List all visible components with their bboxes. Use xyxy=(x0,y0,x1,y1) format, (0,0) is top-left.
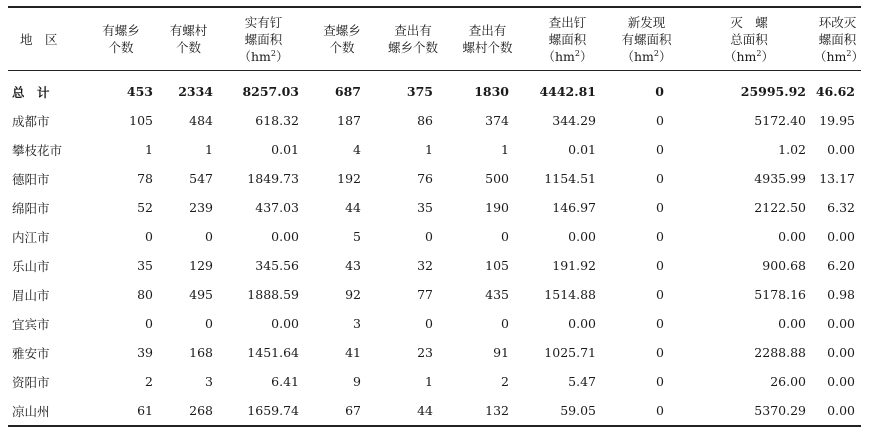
table-row xyxy=(8,251,861,280)
value-cell: 4 xyxy=(353,142,361,157)
value-cell: 1 xyxy=(425,374,433,389)
value-cell: 0.00 xyxy=(827,345,855,360)
table-row xyxy=(8,106,861,135)
value-cell: 86 xyxy=(417,113,433,128)
value-cell: 6.41 xyxy=(271,374,299,389)
value-cell: 1514.88 xyxy=(544,287,596,302)
value-cell: 374 xyxy=(485,113,509,128)
value-cell: 9 xyxy=(353,374,361,389)
value-cell: 132 xyxy=(449,396,526,426)
total-row xyxy=(8,77,861,106)
value-cell: 52 xyxy=(137,200,153,215)
column-header xyxy=(526,7,609,71)
value-cell: 3 xyxy=(205,374,213,389)
value-cell: 0 xyxy=(656,374,664,389)
region-cell: 成都市 xyxy=(12,113,50,129)
value-cell: 5172.40 xyxy=(754,113,806,128)
value-cell: 0 xyxy=(425,316,433,331)
value-cell: 453 xyxy=(126,84,153,99)
header-line: 总面积 xyxy=(730,31,768,47)
region-cell: 攀枝花市 xyxy=(12,142,63,158)
unit-label: $(hm^2)$ xyxy=(723,48,774,64)
value-cell: 0.00 xyxy=(568,229,596,244)
value-cell: 35 xyxy=(137,258,153,273)
table-row xyxy=(8,309,861,338)
value-cell: 41 xyxy=(345,345,361,360)
value-cell: 2122.50 xyxy=(754,200,806,215)
value-cell: 5178.16 xyxy=(754,287,806,302)
column-header xyxy=(307,7,377,71)
header-line: 螺面积 xyxy=(548,31,587,47)
value-cell: 0 xyxy=(501,316,509,331)
value-cell: 1 xyxy=(501,142,509,157)
value-cell: 1888.59 xyxy=(247,287,299,302)
table-row xyxy=(8,367,861,396)
region-cell: 乐山市 xyxy=(12,258,50,274)
header-row xyxy=(8,7,861,71)
value-cell: 0 xyxy=(425,229,433,244)
value-cell: 39 xyxy=(137,345,153,360)
value-cell: 0.00 xyxy=(778,316,806,331)
header-line: 地 区 xyxy=(20,31,58,47)
value-cell: 0 xyxy=(656,171,664,186)
unit-label: $(hm^2)$ xyxy=(621,48,672,64)
value-cell: 0.01 xyxy=(568,142,596,157)
value-cell: 0.00 xyxy=(271,229,299,244)
value-cell: 5 xyxy=(353,229,361,244)
value-cell: 129 xyxy=(189,258,213,273)
value-cell: 344.29 xyxy=(552,113,596,128)
region-cell: 宜宾市 xyxy=(12,316,50,332)
value-cell: 687 xyxy=(334,84,361,99)
value-cell: 0 xyxy=(656,345,664,360)
value-cell: 547 xyxy=(189,171,213,186)
column-header xyxy=(157,7,220,71)
header-line: 有螺村 xyxy=(169,23,208,38)
unit-label: $(hm^2)$ xyxy=(814,48,865,64)
value-cell: 77 xyxy=(417,287,433,302)
header-line: 查出钉 xyxy=(548,14,587,30)
value-cell: 6.20 xyxy=(827,258,855,273)
unit-label: $(hm^2)$ xyxy=(542,48,593,64)
value-cell: 44 xyxy=(377,396,449,426)
header-line: 螺村个数 xyxy=(462,40,513,55)
value-cell: 92 xyxy=(345,287,361,302)
unit-label: $(hm^2)$ xyxy=(238,48,289,64)
value-cell: 2288.88 xyxy=(754,345,806,360)
region-cell: 德阳市 xyxy=(12,171,50,187)
value-cell: 32 xyxy=(417,258,433,273)
value-cell: 105 xyxy=(485,258,509,273)
header-line: 个数 xyxy=(329,40,355,55)
value-cell: 0 xyxy=(656,287,664,302)
value-cell: 44 xyxy=(345,200,361,215)
value-cell: 0 xyxy=(609,396,684,426)
value-cell: 190 xyxy=(485,200,509,215)
value-cell: 191.92 xyxy=(552,258,596,273)
value-cell: 0 xyxy=(145,229,153,244)
header-line: 个数 xyxy=(175,40,201,55)
value-cell: 0 xyxy=(656,258,664,273)
column-header xyxy=(684,7,814,71)
value-cell: 0 xyxy=(656,200,664,215)
value-cell: 67 xyxy=(307,396,377,426)
value-cell: 1025.71 xyxy=(544,345,596,360)
value-cell: 5.47 xyxy=(568,374,596,389)
table-row xyxy=(8,193,861,222)
value-cell: 46.62 xyxy=(815,84,855,99)
value-cell: 0.00 xyxy=(778,229,806,244)
value-cell: 0.00 xyxy=(271,316,299,331)
snail-survey-table xyxy=(8,6,865,427)
value-cell: 435 xyxy=(485,287,509,302)
value-cell: 1659.74 xyxy=(220,396,307,426)
header-line: 新发现 xyxy=(627,14,666,30)
header-line: 螺面积 xyxy=(818,31,857,47)
value-cell: 1451.64 xyxy=(247,345,299,360)
value-cell: 0 xyxy=(205,316,213,331)
value-cell: 19.95 xyxy=(819,113,855,128)
region-cell: 眉山市 xyxy=(12,287,50,303)
value-cell: 91 xyxy=(493,345,509,360)
column-header xyxy=(220,7,307,71)
table-row xyxy=(8,222,861,251)
value-cell: 2334 xyxy=(178,84,213,99)
value-cell: 1154.51 xyxy=(544,171,596,186)
value-cell: 0.00 xyxy=(827,374,855,389)
column-header xyxy=(85,7,157,71)
header-line: 螺乡个数 xyxy=(387,40,438,55)
table-row xyxy=(8,280,861,309)
region-cell: 内江市 xyxy=(12,229,50,245)
value-cell: 345.56 xyxy=(255,258,299,273)
value-cell: 76 xyxy=(417,171,433,186)
table-row xyxy=(8,338,861,367)
header-line: 查出有 xyxy=(394,23,432,38)
region-cell: 绵阳市 xyxy=(12,200,50,216)
region-cell: 资阳市 xyxy=(12,374,50,390)
value-cell: 268 xyxy=(157,396,220,426)
value-cell: 900.68 xyxy=(762,258,806,273)
value-cell: 61 xyxy=(85,396,157,426)
value-cell: 23 xyxy=(417,345,433,360)
value-cell: 192 xyxy=(337,171,361,186)
value-cell: 500 xyxy=(485,171,509,186)
value-cell: 0.00 xyxy=(827,316,855,331)
value-cell: 437.03 xyxy=(255,200,299,215)
value-cell: 146.97 xyxy=(552,200,596,215)
value-cell: 0 xyxy=(656,229,664,244)
value-cell: 6.32 xyxy=(827,200,855,215)
value-cell: 3 xyxy=(353,316,361,331)
value-cell: 168 xyxy=(189,345,213,360)
value-cell: 2 xyxy=(145,374,153,389)
table-row xyxy=(8,396,861,426)
value-cell: 35 xyxy=(417,200,433,215)
value-cell: 5370.29 xyxy=(684,396,814,426)
value-cell: 0.00 xyxy=(827,229,855,244)
value-cell: 1 xyxy=(145,142,153,157)
value-cell: 105 xyxy=(129,113,153,128)
value-cell: 0 xyxy=(145,316,153,331)
value-cell: 4442.81 xyxy=(539,84,596,99)
value-cell: 0 xyxy=(656,142,664,157)
region-cell: 凉山州 xyxy=(8,396,85,426)
value-cell: 26.00 xyxy=(770,374,806,389)
column-header xyxy=(377,7,449,71)
value-cell: 1849.73 xyxy=(247,171,299,186)
value-cell: 0 xyxy=(205,229,213,244)
value-cell: 13.17 xyxy=(819,171,855,186)
value-cell: 0 xyxy=(656,113,664,128)
header-line: 有螺面积 xyxy=(621,31,672,47)
value-cell: 25995.92 xyxy=(740,84,806,99)
value-cell: 375 xyxy=(406,84,433,99)
column-header xyxy=(449,7,526,71)
header-line: 个数 xyxy=(108,40,134,55)
value-cell: 484 xyxy=(189,113,213,128)
value-cell: 618.32 xyxy=(255,113,299,128)
value-cell: 0.98 xyxy=(827,287,855,302)
region-cell: 雅安市 xyxy=(12,345,50,361)
header-line: 螺面积 xyxy=(244,31,283,47)
value-cell: 59.05 xyxy=(526,396,609,426)
column-header xyxy=(8,7,85,71)
header-line: 环改灭 xyxy=(818,14,857,30)
value-cell: 0.00 xyxy=(827,142,855,157)
table-row xyxy=(8,135,861,164)
table-row xyxy=(8,164,861,193)
value-cell: 8257.03 xyxy=(242,84,299,99)
header-line: 有螺乡 xyxy=(102,23,140,38)
value-cell: 4935.99 xyxy=(754,171,806,186)
value-cell: 0.01 xyxy=(271,142,299,157)
value-cell: 43 xyxy=(345,258,361,273)
column-header xyxy=(814,7,865,71)
value-cell: 0.00 xyxy=(814,396,861,426)
value-cell: 80 xyxy=(137,287,153,302)
value-cell: 78 xyxy=(137,171,153,186)
header-line: 查螺乡 xyxy=(323,23,361,38)
value-cell: 239 xyxy=(189,200,213,215)
value-cell: 0 xyxy=(501,229,509,244)
table-body xyxy=(8,77,861,426)
header-line: 实有钉 xyxy=(244,14,283,30)
value-cell: 1 xyxy=(205,142,213,157)
value-cell: 1830 xyxy=(474,84,509,99)
value-cell: 495 xyxy=(189,287,213,302)
value-cell: 0 xyxy=(656,316,664,331)
value-cell: 0.00 xyxy=(568,316,596,331)
value-cell: 1 xyxy=(425,142,433,157)
region-cell: 总 计 xyxy=(12,84,50,100)
value-cell: 187 xyxy=(337,113,361,128)
header-line: 灭 螺 xyxy=(730,14,768,30)
column-header xyxy=(609,7,684,71)
value-cell: 1.02 xyxy=(778,142,806,157)
header-line: 查出有 xyxy=(468,23,507,38)
value-cell: 0 xyxy=(655,84,664,99)
value-cell: 2 xyxy=(501,374,509,389)
